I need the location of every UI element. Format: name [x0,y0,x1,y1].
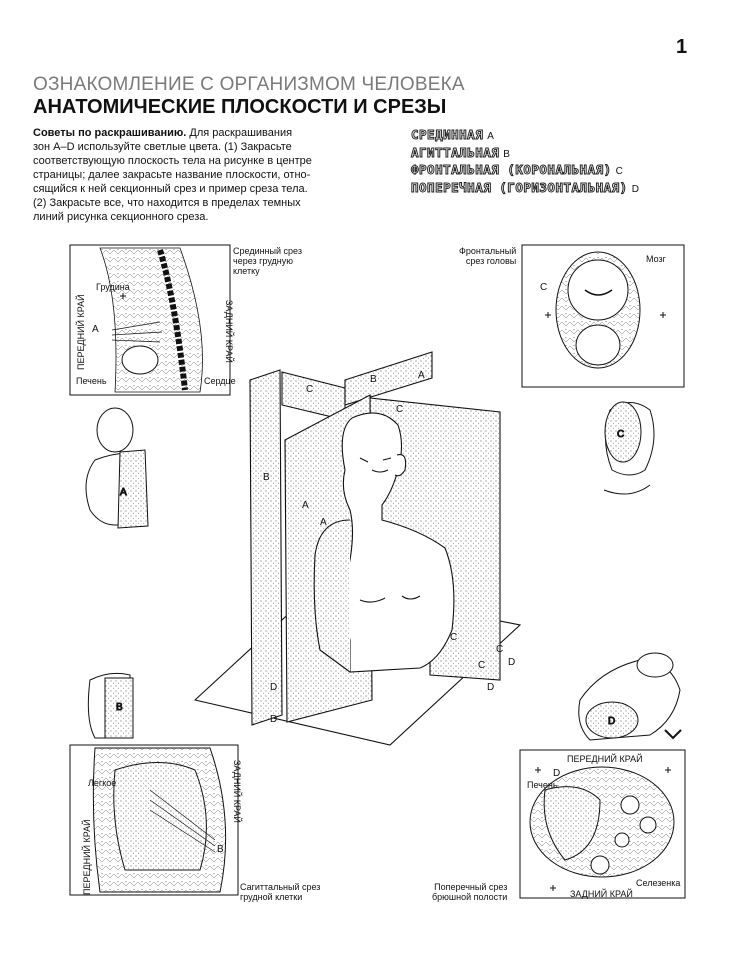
legend-letter: A [487,131,494,142]
label-liver: Печень [76,376,107,386]
sagittal-section [70,745,243,895]
plane-letter-a: A [320,517,327,528]
caption-frontal: Фронтальный срез головы [459,246,517,266]
tips-text: сящийся к ней секционный срез и пример среза тела. [33,183,308,195]
label-posterior: ЗАДНИЙ КРАЙ [232,760,242,823]
letter-b: B [116,702,123,713]
letter-a: A [92,324,99,335]
label-liver: Печень [527,780,558,790]
letter-d: D [553,768,561,779]
tips-text: страницы; далее закрасьте название плоскости, отно- [33,169,311,181]
plane-letter-b: B [370,374,377,385]
tips-heading: Советы по раскрашиванию. [33,127,187,139]
tips-text: (2) Закрасьте все, что находится в пределах темных [33,197,301,209]
legend-name: ФРОНТАЛЬНАЯ (КОРОНАЛЬНАЯ) [411,162,612,177]
legend-name: ПОПЕРЕЧНАЯ (ГОРИЗОНТАЛЬНАЯ) [411,179,628,195]
label-brain: Мозг [646,254,666,264]
planes-figure [195,352,520,745]
letter-b: B [217,844,224,855]
label-heart: Сердце [204,376,236,386]
plane-letter-c: C [306,384,314,395]
plane-letter-c: C [496,644,504,655]
caption-sagittal: Сагиттальный срез грудной клетки [240,882,321,902]
plane-letter-a: A [302,500,309,511]
plane-letter-c: C [396,404,404,415]
legend-name: СРЕДИННАЯ [411,127,484,142]
label-posterior: ЗАДНИЙ КРАЙ [570,889,633,899]
frontal-section [522,245,684,387]
plane-letter-d: D [508,657,516,668]
caption-transverse: Поперечный срез брюшной полости [432,882,508,902]
label-lung: Легкое [88,778,117,788]
plane-letter-a: A [418,370,425,381]
page-title: АНАТОМИЧЕСКИЕ ПЛОСКОСТИ И СРЕЗЫ [33,96,447,118]
label-spleen: Селезенка [636,878,681,888]
tips-text: линий рисунка секционного среза. [33,211,209,223]
label-anterior: ПЕРЕДНИЙ КРАЙ [76,294,86,370]
label-posterior: ЗАДНИЙ КРАЙ [224,300,234,363]
label-anterior: ПЕРЕДНИЙ КРАЙ [82,819,92,895]
legend-name: АГИТТАЛЬНАЯ [411,144,500,160]
transverse-section [520,750,685,899]
plane-letter-c: C [450,632,458,643]
page-number: 1 [676,36,688,58]
tips-text: зон A–D используйте светлые цвета. (1) Закрасьте [33,141,292,153]
legend-letter: D [631,183,639,195]
letter-c: C [617,429,625,440]
torso-sagittal-view [88,673,133,738]
plane-letter-d: D [270,714,278,725]
sagittal-plane [250,370,282,725]
letter-d: D [608,716,616,727]
midsagittal-section [70,245,236,395]
label-anterior: ПЕРЕДНИЙ КРАЙ [567,754,643,764]
plane-letter-c: C [478,660,486,671]
letter-c: C [540,282,548,293]
plane-letter-d: D [270,682,278,693]
legend-letter: B [503,148,510,160]
legend-letter: C [615,166,623,177]
caption-midsagittal: Срединный срез через грудную клетку [233,246,302,276]
letter-a: A [120,487,127,498]
plane-letter-d: D [487,682,495,693]
label-sternum: Грудина [96,282,130,292]
tips-text: Для раскрашивания [186,127,293,139]
chapter-title: ОЗНАКОМЛЕНИЕ С ОРГАНИЗМОМ ЧЕЛОВЕКА [33,74,465,95]
body-sagittal-view [86,408,148,528]
tips-text: соответствующую плоскость тела на рисунке в центре [33,155,312,167]
plane-letter-b: B [263,472,270,483]
head-frontal-view [604,402,654,494]
torso-transverse-view [579,653,681,740]
